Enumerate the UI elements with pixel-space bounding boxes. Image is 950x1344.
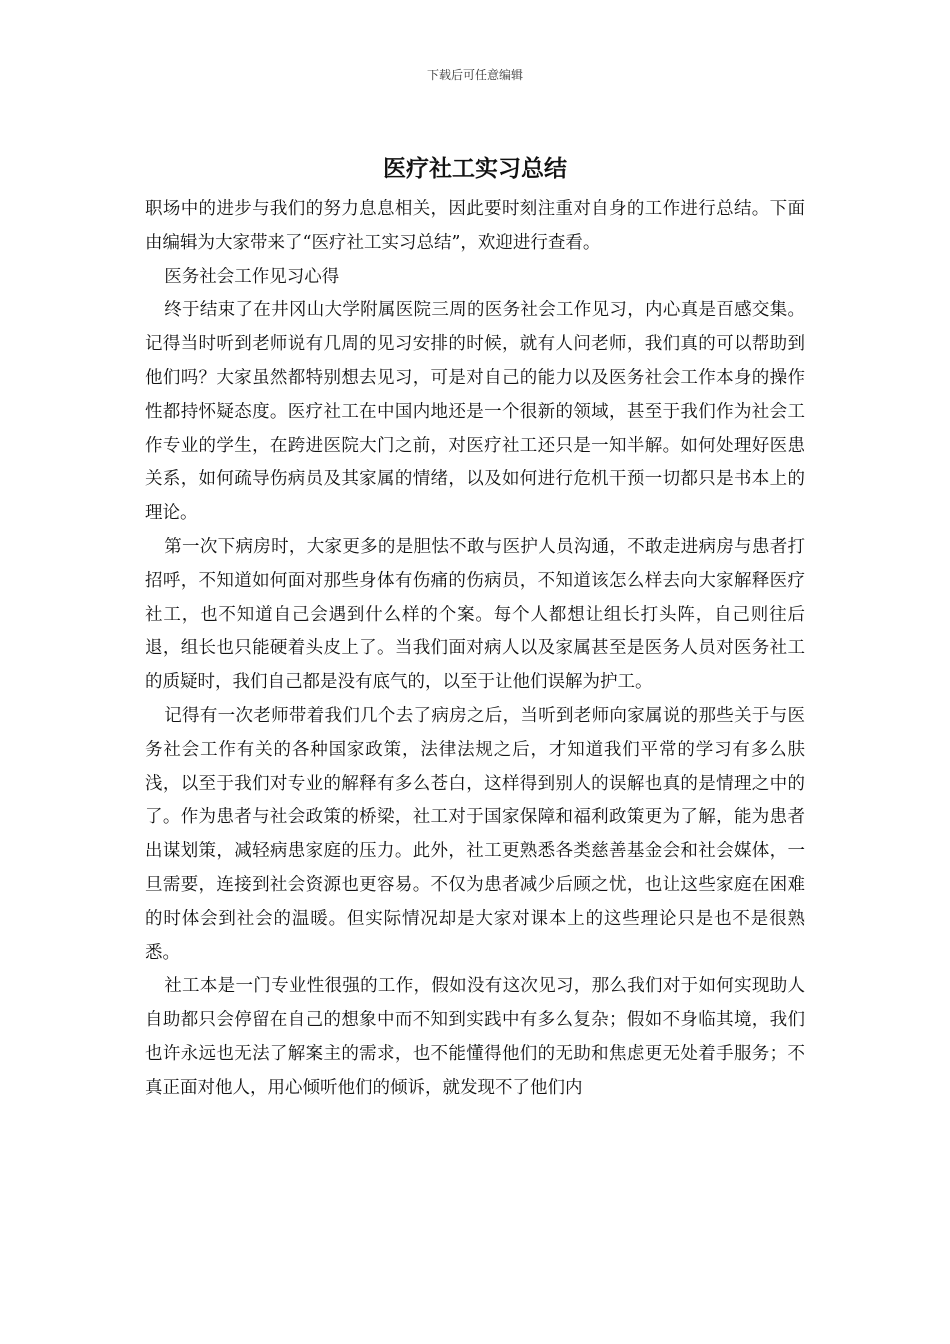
body-paragraph-1: 终于结束了在井冈山大学附属医院三周的医务社会工作见习，内心真是百感交集。记得当时听到老师说有几周的见习安排的时候，就有人问老师，我们真的可以帮助到他们吗？大家虽然都特别想去见习，可是对自己的能力以及医务社会工作本身的操作性都持怀疑态度。医疗社工在中国内地还是一个很新的领域，甚至于我们作为社会工作专业的学生，在跨进医院大门之前，对医疗社工还只是一知半解。如何处理好医患关系，如何疏导伤病员及其家属的情绪，以及如何进行危机干预一切都只是书本上的理论。: [145, 300, 805, 524]
body-paragraph-2: 第一次下病房时，大家更多的是胆怯不敢与医护人员沟通，不敢走进病房与患者打招呼，不知道如何面对那些身体有伤痛的伤病员，不知道该怎么样去向大家解释医疗社工，也不知道自己会遇到什么样的个案。每个人都想让组长打头阵，自己则往后退，组长也只能硬着头皮上了。当我们面对病人以及家属甚至是医务人员对医务社工的质疑时，我们自己都是没有底气的，以至于让他们误解为护工。: [145, 536, 805, 693]
document-title: 医疗社工实习总结: [383, 155, 567, 182]
document-body: [145, 193, 805, 1106]
body-paragraph-3: 记得有一次老师带着我们几个去了病房之后，当听到老师向家属说的那些关于与医务社会工作有关的各种国家政策，法律法规之后，才知道我们平常的学习有多么肤浅，以至于我们对专业的解释有多么苍白，这样得到别人的误解也真的是情理之中的了。作为患者与社会政策的桥梁，社工对于国家保障和福利政策更为了解，能为患者出谋划策，减轻病患家庭的压力。此外，社工更熟悉各类慈善基金会和社会媒体，一旦需要，连接到社会资源也更容易。不仅为患者减少后顾之忧，也让这些家庭在困难的时体会到社会的温暖。但实际情况却是大家对课本上的这些理论只是也不是很熟悉。: [145, 705, 805, 963]
section-subheading: 医务社会工作见习心得: [164, 266, 340, 287]
body-paragraph-4: 社工本是一门专业性很强的工作，假如没有这次见习，那么我们对于如何实现助人自助都只会停留在自己的想象中而不知到实践中有多么复杂；假如不身临其境，我们也许永远也无法了解案主的需求，也不能懂得他们的无助和焦虑更无处着手服务；不真正面对他人，用心倾听他们的倾诉，就发现不了他们内: [145, 976, 805, 1098]
intro-paragraph: 职场中的进步与我们的努力息息相关，因此要时刻注重对自身的工作进行总结。下面由编辑为大家带来了“医疗社工实习总结”，欢迎进行查看。: [145, 199, 805, 253]
header-note: 下载后可任意编辑: [426, 68, 523, 82]
